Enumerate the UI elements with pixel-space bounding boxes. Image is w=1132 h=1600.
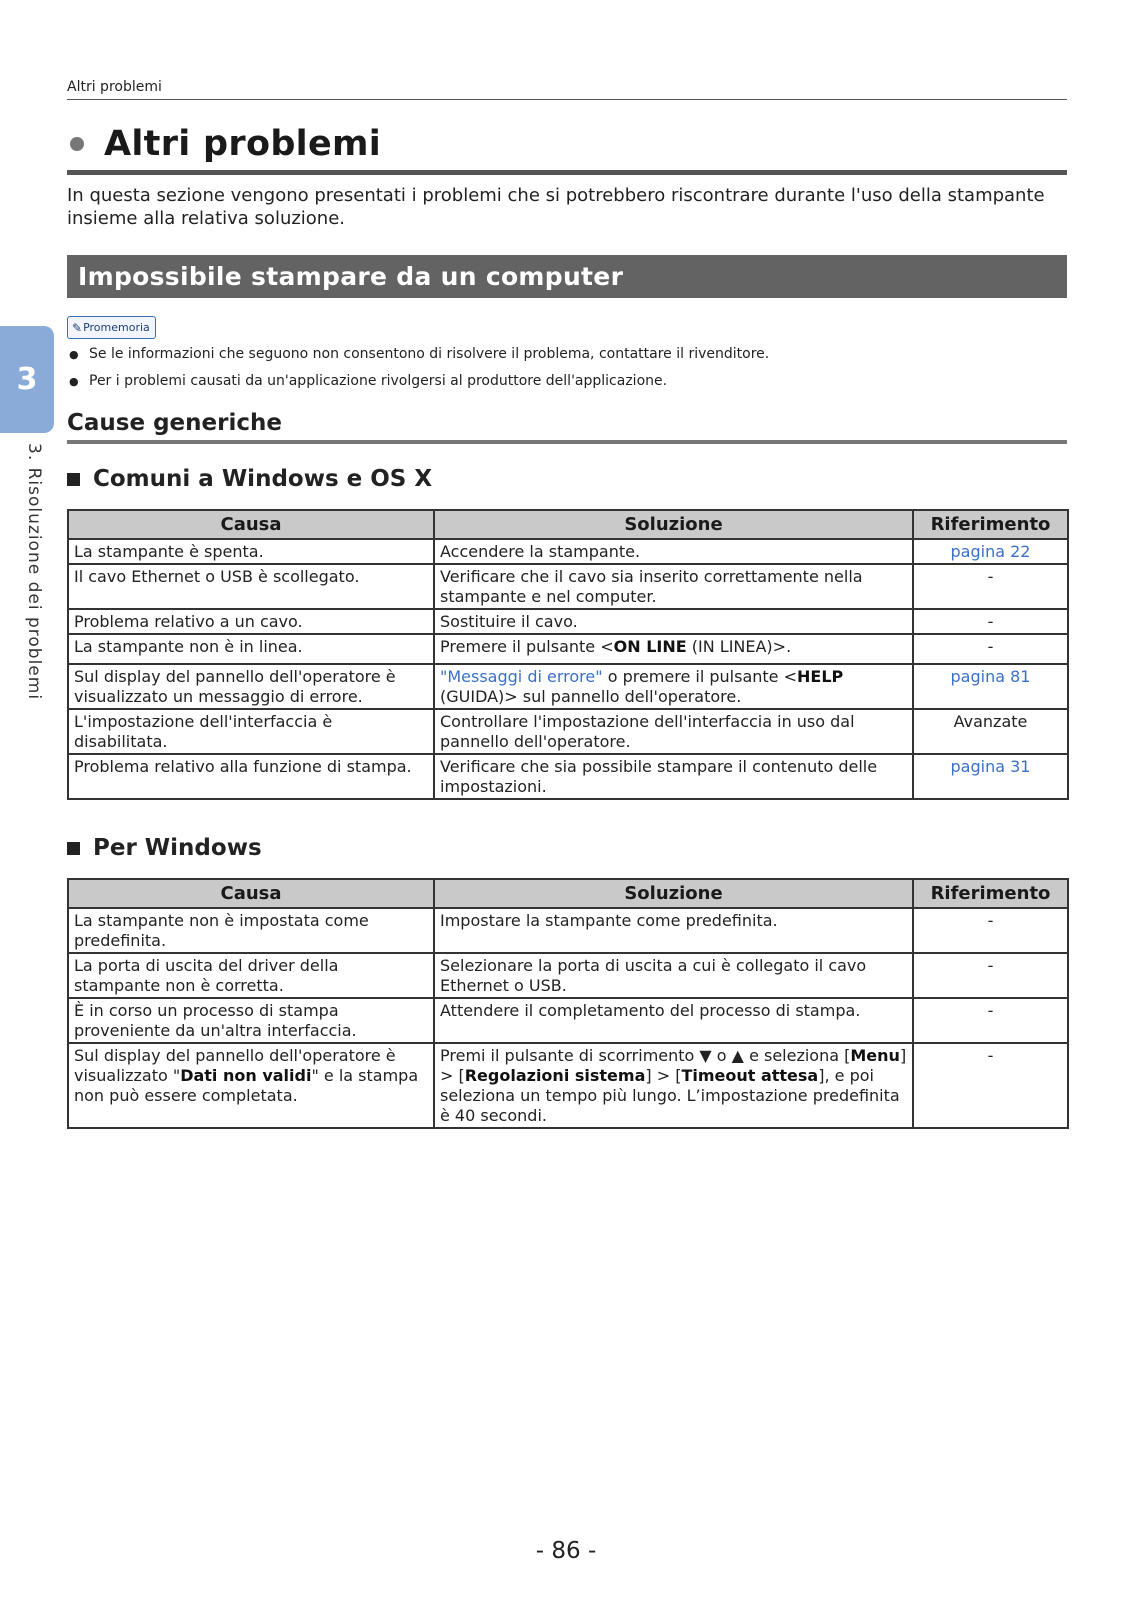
note-text: Se le informazioni che seguono non consentono di risolvere il problema, contattare il rivenditore. — [89, 346, 770, 362]
solution-cell: Sostituire il cavo. — [434, 609, 913, 634]
table-row — [68, 664, 1068, 709]
table-row — [68, 754, 1068, 799]
square-bullet-icon — [67, 842, 80, 855]
chapter-tab[interactable]: 3 — [0, 326, 54, 433]
reference-cell — [913, 664, 1068, 709]
solution-cell: Impostare la stampante come predefinita. — [434, 908, 913, 953]
memo-label: Promemoria — [83, 321, 150, 334]
subsection-rule — [67, 440, 1067, 444]
pencil-icon: ✎ — [72, 320, 83, 335]
solution-cell: Verificare che sia possibile stampare il contenuto delle impostazioni. — [434, 754, 913, 799]
solution-cell: Verificare che il cavo sia inserito correttamente nella stampante e nel computer. — [434, 564, 913, 609]
table-row — [68, 709, 1068, 754]
cause-cell: Problema relativo alla funzione di stampa. — [68, 754, 434, 799]
reference-cell: - — [913, 953, 1068, 998]
cause-cell: È in corso un processo di stampa proveniente da un'altra interfaccia. — [68, 998, 434, 1043]
group-heading-windows — [67, 835, 262, 861]
cause-cell: La stampante è spenta. — [68, 539, 434, 564]
title-rule — [67, 170, 1067, 175]
list-item — [67, 341, 1067, 368]
group-heading-text: Per Windows — [93, 835, 262, 861]
notes-list — [67, 341, 1067, 395]
page-number: - 86 - — [535, 1538, 597, 1564]
subsection-title: Cause generiche — [67, 410, 282, 436]
column-header-reference: Riferimento — [913, 510, 1068, 539]
cause-cell: Sul display del pannello dell'operatore è visualizzato "Dati non validi" e la stampa non può essere completata. — [68, 1043, 434, 1128]
reference-cell: - — [913, 908, 1068, 953]
table-header-row — [68, 510, 1068, 539]
reference-cell: - — [913, 564, 1068, 609]
chapter-title-text: Altri problemi — [104, 124, 382, 164]
reference-cell — [913, 539, 1068, 564]
table-windows — [67, 878, 1069, 1129]
memo-badge — [67, 316, 156, 339]
solution-cell: Premere il pulsante <ON LINE (IN LINEA)>. — [434, 634, 913, 664]
table-row — [68, 1043, 1068, 1128]
column-header-solution: Soluzione — [434, 879, 913, 908]
cause-cell: La stampante non è in linea. — [68, 634, 434, 664]
reference-link[interactable]: pagina 31 — [950, 757, 1031, 776]
solution-cell: Controllare l'impostazione dell'interfaccia in uso dal pannello dell'operatore. — [434, 709, 913, 754]
cause-cell: La stampante non è impostata come predefinita. — [68, 908, 434, 953]
reference-cell: - — [913, 609, 1068, 634]
table-row — [68, 953, 1068, 998]
solution-cell: "Messaggi di errore" o premere il pulsante <HELP (GUIDA)> sul pannello dell'operatore. — [434, 664, 913, 709]
intro-paragraph: In questa sezione vengono presentati i problemi che si potrebbero riscontrare durante l'uso della stampante insieme alla relativa soluzione. — [67, 185, 1045, 229]
cause-cell: L'impostazione dell'interfaccia è disabilitata. — [68, 709, 434, 754]
table-header-row — [68, 879, 1068, 908]
table-row — [68, 998, 1068, 1043]
bullet-icon: ● — [69, 348, 79, 361]
section-banner: Impossibile stampare da un computer — [67, 255, 1067, 298]
table-row — [68, 634, 1068, 664]
column-header-reference: Riferimento — [913, 879, 1068, 908]
reference-link[interactable]: pagina 22 — [950, 542, 1031, 561]
cause-cell: Sul display del pannello dell'operatore è visualizzato un messaggio di errore. — [68, 664, 434, 709]
reference-cell — [913, 754, 1068, 799]
reference-link[interactable]: pagina 81 — [950, 667, 1031, 686]
error-messages-link[interactable]: "Messaggi di errore" — [440, 667, 603, 686]
cause-cell: La porta di uscita del driver della stampante non è corretta. — [68, 953, 434, 998]
reference-cell: Avanzate — [913, 709, 1068, 754]
running-head: Altri problemi — [67, 79, 162, 95]
table-row — [68, 609, 1068, 634]
note-text: Per i problemi causati da un'applicazione rivolgersi al produttore dell'applicazione. — [89, 373, 668, 389]
square-bullet-icon — [67, 473, 80, 486]
cause-cell: Problema relativo a un cavo. — [68, 609, 434, 634]
solution-cell: Attendere il completamento del processo di stampa. — [434, 998, 913, 1043]
bullet-icon — [70, 137, 84, 151]
list-item — [67, 368, 1067, 395]
group-heading-common — [67, 466, 432, 492]
solution-cell: Premi il pulsante di scorrimento ▼ o ▲ e seleziona [Menu] > [Regolazioni sistema] > [Timeout attesa], e poi seleziona un tempo più lungo. L’impostazione predefinita è 40 secondi. — [434, 1043, 913, 1128]
reference-cell: - — [913, 634, 1068, 664]
chapter-tab-label: 3. Risoluzione dei problemi — [24, 443, 44, 701]
table-row — [68, 908, 1068, 953]
group-heading-text: Comuni a Windows e OS X — [93, 466, 433, 492]
bullet-icon: ● — [69, 375, 79, 388]
column-header-solution: Soluzione — [434, 510, 913, 539]
table-row — [68, 564, 1068, 609]
running-head-rule — [67, 99, 1067, 100]
solution-cell: Selezionare la porta di uscita a cui è collegato il cavo Ethernet o USB. — [434, 953, 913, 998]
table-row — [68, 539, 1068, 564]
column-header-cause: Causa — [68, 879, 434, 908]
reference-cell: - — [913, 998, 1068, 1043]
table-common — [67, 509, 1069, 800]
cause-cell: Il cavo Ethernet o USB è scollegato. — [68, 564, 434, 609]
chapter-title — [67, 124, 381, 164]
column-header-cause: Causa — [68, 510, 434, 539]
solution-cell: Accendere la stampante. — [434, 539, 913, 564]
reference-cell: - — [913, 1043, 1068, 1128]
